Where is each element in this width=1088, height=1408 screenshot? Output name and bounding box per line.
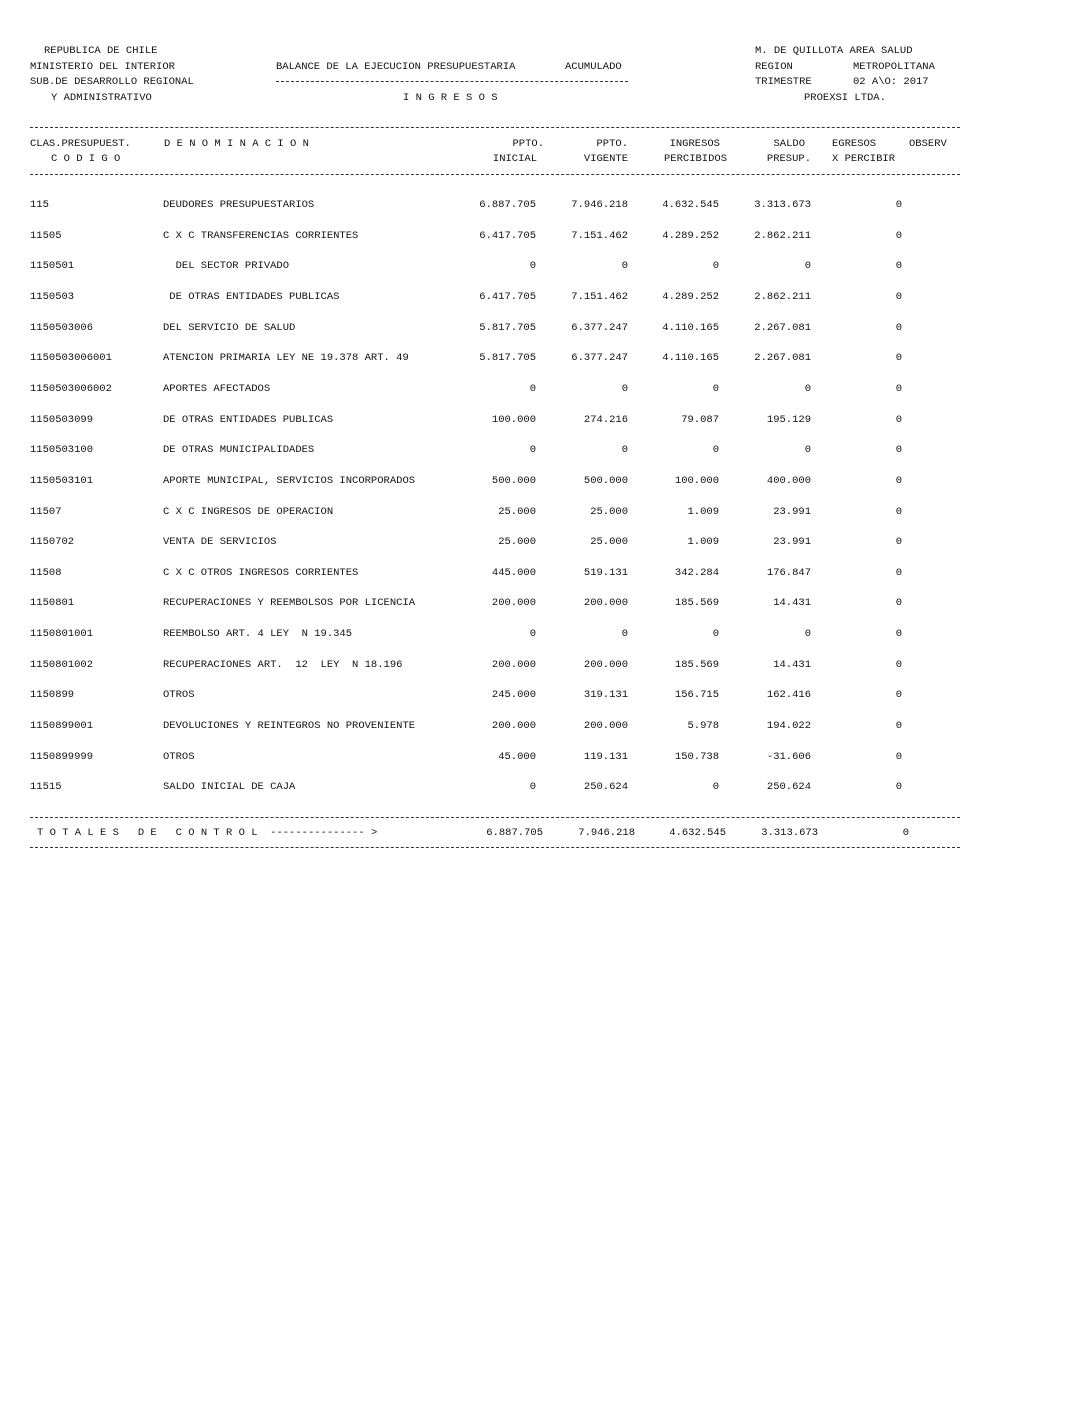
row-egresos-x-percibir: 0 bbox=[895, 628, 902, 641]
table-row bbox=[0, 199, 1088, 213]
col-denominacion-header: D E N O M I N A C I O N bbox=[164, 138, 309, 150]
row-saldo-presup: -31.606 bbox=[766, 750, 811, 763]
row-egresos-x-percibir: 0 bbox=[895, 474, 902, 487]
totals-top-rule bbox=[30, 817, 960, 818]
row-code: 1150503 bbox=[30, 290, 75, 303]
row-egresos-x-percibir: 0 bbox=[895, 413, 902, 426]
row-ingresos-percibidos: 4.632.545 bbox=[662, 199, 719, 211]
row-saldo-presup: 162.416 bbox=[766, 689, 811, 702]
row-code: 11505 bbox=[30, 229, 62, 242]
row-ppto-inicial: 25.000 bbox=[498, 536, 536, 549]
row-ppto-vigente: 200.000 bbox=[583, 720, 628, 733]
row-ingresos-percibidos: 5.978 bbox=[687, 720, 719, 733]
row-denominacion: DEVOLUCIONES Y REINTEGROS NO PROVENIENTE bbox=[163, 720, 416, 733]
row-saldo-presup: 3.313.673 bbox=[754, 199, 811, 211]
trimestre-label: TRIMESTRE bbox=[755, 76, 812, 88]
row-egresos-x-percibir: 0 bbox=[895, 781, 902, 794]
row-ingresos-percibidos: 4.110.165 bbox=[662, 352, 719, 365]
row-code: 1150503101 bbox=[30, 474, 94, 487]
row-denominacion: VENTA DE SERVICIOS bbox=[163, 536, 277, 549]
row-code: 1150899 bbox=[30, 689, 75, 702]
row-ppto-vigente: 7.151.462 bbox=[571, 290, 628, 303]
column-header-bottom-rule bbox=[30, 174, 960, 175]
row-ingresos-percibidos: 0 bbox=[712, 260, 719, 273]
row-saldo-presup: 0 bbox=[804, 628, 811, 641]
row-saldo-presup: 23.991 bbox=[773, 536, 811, 549]
row-code: 1150801 bbox=[30, 597, 75, 610]
region-label: REGION bbox=[755, 61, 793, 73]
row-egresos-x-percibir: 0 bbox=[895, 750, 902, 763]
row-ppto-inicial: 25.000 bbox=[498, 505, 536, 518]
row-ingresos-percibidos: 0 bbox=[712, 628, 719, 641]
row-ppto-inicial: 6.887.705 bbox=[479, 199, 536, 211]
table-row bbox=[0, 383, 1088, 397]
row-ppto-inicial: 200.000 bbox=[491, 597, 536, 610]
row-saldo-presup: 0 bbox=[804, 444, 811, 457]
table-row bbox=[0, 230, 1088, 244]
row-denominacion: APORTE MUNICIPAL, SERVICIOS INCORPORADOS bbox=[163, 474, 416, 487]
header-ministry-4: Y ADMINISTRATIVO bbox=[51, 92, 152, 104]
trimestre-value: 02 A\O: 2017 bbox=[853, 76, 929, 88]
row-ppto-inicial: 5.817.705 bbox=[479, 352, 536, 365]
row-ingresos-percibidos: 0 bbox=[712, 781, 719, 794]
row-ingresos-percibidos: 4.289.252 bbox=[662, 229, 719, 242]
table-row bbox=[0, 444, 1088, 458]
row-ingresos-percibidos: 4.289.252 bbox=[662, 290, 719, 303]
row-ingresos-percibidos: 4.110.165 bbox=[662, 321, 719, 334]
row-ppto-inicial: 0 bbox=[529, 628, 536, 641]
row-egresos-x-percibir: 0 bbox=[895, 321, 902, 334]
row-saldo-presup: 176.847 bbox=[766, 566, 811, 579]
row-egresos-x-percibir: 0 bbox=[895, 505, 902, 518]
table-row bbox=[0, 689, 1088, 703]
row-ppto-vigente: 200.000 bbox=[583, 658, 628, 671]
row-ingresos-percibidos: 79.087 bbox=[681, 413, 719, 426]
row-ppto-vigente: 250.624 bbox=[583, 781, 628, 794]
row-ppto-inicial: 500.000 bbox=[491, 474, 536, 487]
row-ppto-vigente: 7.151.462 bbox=[571, 229, 628, 242]
total-ppto-inicial: 6.887.705 bbox=[486, 827, 543, 839]
title-underline bbox=[276, 81, 628, 82]
col-code-header-1: CLAS.PRESUPUEST. bbox=[30, 138, 131, 150]
row-denominacion: REEMBOLSO ART. 4 LEY N 19.345 bbox=[163, 628, 353, 641]
table-row bbox=[0, 322, 1088, 336]
col-ppto-inicial-header-1: PPTO. bbox=[512, 138, 544, 150]
row-ingresos-percibidos: 156.715 bbox=[674, 689, 719, 702]
table-row bbox=[0, 506, 1088, 520]
col-observ-header: OBSERV bbox=[909, 138, 947, 150]
row-denominacion: C X C OTROS INGRESOS CORRIENTES bbox=[163, 566, 359, 579]
col-saldo-header-1: SALDO bbox=[773, 138, 805, 150]
row-ppto-inicial: 6.417.705 bbox=[479, 290, 536, 303]
row-ppto-vigente: 519.131 bbox=[583, 566, 628, 579]
row-ingresos-percibidos: 100.000 bbox=[674, 474, 719, 487]
row-code: 1150503099 bbox=[30, 413, 94, 426]
row-egresos-x-percibir: 0 bbox=[895, 260, 902, 273]
row-saldo-presup: 14.431 bbox=[773, 597, 811, 610]
table-row bbox=[0, 414, 1088, 428]
row-code: 1150702 bbox=[30, 536, 75, 549]
row-saldo-presup: 0 bbox=[804, 382, 811, 395]
row-egresos-x-percibir: 0 bbox=[895, 352, 902, 365]
row-code: 1150503006001 bbox=[30, 352, 112, 365]
row-egresos-x-percibir: 0 bbox=[895, 597, 902, 610]
row-denominacion: C X C INGRESOS DE OPERACION bbox=[163, 505, 334, 518]
row-ppto-inicial: 0 bbox=[529, 382, 536, 395]
row-ppto-inicial: 0 bbox=[529, 260, 536, 273]
row-code: 11508 bbox=[30, 566, 62, 579]
row-ppto-vigente: 0 bbox=[621, 260, 628, 273]
table-row bbox=[0, 260, 1088, 274]
row-saldo-presup: 2.267.081 bbox=[754, 321, 811, 334]
row-code: 1150899999 bbox=[30, 750, 94, 763]
col-ppto-inicial-header-2: INICIAL bbox=[492, 153, 537, 165]
row-denominacion: SALDO INICIAL DE CAJA bbox=[163, 781, 296, 794]
row-ppto-vigente: 6.377.247 bbox=[571, 352, 628, 365]
row-saldo-presup: 2.862.211 bbox=[754, 290, 811, 303]
row-saldo-presup: 400.000 bbox=[766, 474, 811, 487]
row-ppto-inicial: 445.000 bbox=[491, 566, 536, 579]
row-ppto-vigente: 0 bbox=[621, 382, 628, 395]
row-egresos-x-percibir: 0 bbox=[895, 536, 902, 549]
row-denominacion: RECUPERACIONES Y REEMBOLSOS POR LICENCIA bbox=[163, 597, 416, 610]
row-ingresos-percibidos: 0 bbox=[712, 382, 719, 395]
row-ingresos-percibidos: 150.738 bbox=[674, 750, 719, 763]
row-ppto-vigente: 200.000 bbox=[583, 597, 628, 610]
row-egresos-x-percibir: 0 bbox=[895, 382, 902, 395]
col-egresos-header-2: X PERCIBIR bbox=[832, 153, 896, 165]
row-code: 1150899001 bbox=[30, 720, 94, 733]
col-ingresos-header-2: PERCIBIDOS bbox=[663, 153, 727, 165]
row-saldo-presup: 250.624 bbox=[766, 781, 811, 794]
row-ppto-inicial: 5.817.705 bbox=[479, 321, 536, 334]
row-ppto-inicial: 200.000 bbox=[491, 658, 536, 671]
row-code: 11515 bbox=[30, 781, 62, 794]
table-row bbox=[0, 659, 1088, 673]
header-ministry-1: REPUBLICA DE CHILE bbox=[44, 45, 158, 57]
total-egresos-x-percibir: 0 bbox=[902, 827, 909, 839]
row-denominacion: APORTES AFECTADOS bbox=[163, 382, 271, 395]
table-row bbox=[0, 352, 1088, 366]
header-ministry-3: SUB.DE DESARROLLO REGIONAL bbox=[30, 76, 194, 88]
row-code: 11507 bbox=[30, 505, 62, 518]
row-saldo-presup: 194.022 bbox=[766, 720, 811, 733]
total-saldo-presup: 3.313.673 bbox=[761, 827, 818, 839]
total-ppto-vigente: 7.946.218 bbox=[578, 827, 635, 839]
row-egresos-x-percibir: 0 bbox=[895, 444, 902, 457]
row-ppto-vigente: 0 bbox=[621, 628, 628, 641]
col-ppto-vigente-header-1: PPTO. bbox=[596, 138, 628, 150]
row-saldo-presup: 14.431 bbox=[773, 658, 811, 671]
row-ppto-inicial: 0 bbox=[529, 781, 536, 794]
table-row bbox=[0, 781, 1088, 795]
table-row bbox=[0, 291, 1088, 305]
row-egresos-x-percibir: 0 bbox=[895, 229, 902, 242]
table-row bbox=[0, 720, 1088, 734]
row-denominacion: C X C TRANSFERENCIAS CORRIENTES bbox=[163, 229, 359, 242]
row-ppto-vigente: 7.946.218 bbox=[571, 199, 628, 211]
row-ppto-vigente: 500.000 bbox=[583, 474, 628, 487]
row-egresos-x-percibir: 0 bbox=[895, 720, 902, 733]
row-code: 1150501 bbox=[30, 260, 75, 273]
row-saldo-presup: 2.267.081 bbox=[754, 352, 811, 365]
table-row bbox=[0, 536, 1088, 550]
row-ingresos-percibidos: 1.009 bbox=[687, 536, 719, 549]
row-ppto-vigente: 25.000 bbox=[590, 536, 628, 549]
table-row bbox=[0, 475, 1088, 489]
row-egresos-x-percibir: 0 bbox=[895, 290, 902, 303]
table-row bbox=[0, 597, 1088, 611]
row-ingresos-percibidos: 0 bbox=[712, 444, 719, 457]
row-denominacion: RECUPERACIONES ART. 12 LEY N 18.196 bbox=[163, 658, 403, 671]
row-ppto-vigente: 319.131 bbox=[583, 689, 628, 702]
report-title: BALANCE DE LA EJECUCION PRESUPUESTARIA bbox=[276, 61, 516, 73]
column-header-top-rule bbox=[30, 127, 960, 128]
row-denominacion: DE OTRAS MUNICIPALIDADES bbox=[163, 444, 315, 457]
table-row bbox=[0, 751, 1088, 765]
row-ppto-vigente: 119.131 bbox=[583, 750, 628, 763]
entity-name: M. DE QUILLOTA AREA SALUD bbox=[755, 45, 913, 57]
row-denominacion: DEUDORES PRESUPUESTARIOS bbox=[163, 199, 315, 211]
row-ppto-inicial: 6.417.705 bbox=[479, 229, 536, 242]
region-value: METROPOLITANA bbox=[853, 61, 935, 73]
col-saldo-header-2: PRESUP. bbox=[766, 153, 811, 165]
row-code: 1150503100 bbox=[30, 444, 94, 457]
row-ppto-vigente: 0 bbox=[621, 444, 628, 457]
row-ingresos-percibidos: 185.569 bbox=[674, 658, 719, 671]
row-ppto-inicial: 0 bbox=[529, 444, 536, 457]
row-code: 1150503006002 bbox=[30, 382, 112, 395]
row-ppto-inicial: 100.000 bbox=[491, 413, 536, 426]
totals-label: T O T A L E S D E C O N T R O L --------------- > bbox=[37, 827, 378, 839]
row-ppto-inicial: 45.000 bbox=[498, 750, 536, 763]
row-ingresos-percibidos: 1.009 bbox=[687, 505, 719, 518]
row-ppto-inicial: 245.000 bbox=[491, 689, 536, 702]
row-code: 1150801001 bbox=[30, 628, 94, 641]
row-code: 115 bbox=[30, 199, 49, 211]
vendor-name: PROEXSI LTDA. bbox=[804, 92, 886, 104]
col-code-header-2: C O D I G O bbox=[51, 153, 121, 165]
row-denominacion: DE OTRAS ENTIDADES PUBLICAS bbox=[163, 290, 340, 303]
table-row bbox=[0, 628, 1088, 642]
totals-bottom-rule bbox=[30, 847, 960, 848]
row-code: 1150503006 bbox=[30, 321, 94, 334]
col-ingresos-header-1: INGRESOS bbox=[669, 138, 720, 150]
row-ingresos-percibidos: 185.569 bbox=[674, 597, 719, 610]
row-denominacion: DE OTRAS ENTIDADES PUBLICAS bbox=[163, 413, 334, 426]
row-saldo-presup: 2.862.211 bbox=[754, 229, 811, 242]
row-egresos-x-percibir: 0 bbox=[895, 689, 902, 702]
row-egresos-x-percibir: 0 bbox=[895, 566, 902, 579]
report-mode: ACUMULADO bbox=[565, 61, 622, 73]
header-ministry-2: MINISTERIO DEL INTERIOR bbox=[30, 61, 175, 73]
row-ppto-vigente: 6.377.247 bbox=[571, 321, 628, 334]
row-ingresos-percibidos: 342.284 bbox=[674, 566, 719, 579]
row-egresos-x-percibir: 0 bbox=[895, 658, 902, 671]
row-denominacion: DEL SECTOR PRIVADO bbox=[163, 260, 290, 273]
row-saldo-presup: 195.129 bbox=[766, 413, 811, 426]
table-row bbox=[0, 567, 1088, 581]
total-ingresos-percibidos: 4.632.545 bbox=[669, 827, 726, 839]
row-egresos-x-percibir: 0 bbox=[895, 199, 902, 211]
row-code: 1150801002 bbox=[30, 658, 94, 671]
row-saldo-presup: 23.991 bbox=[773, 505, 811, 518]
row-ppto-inicial: 200.000 bbox=[491, 720, 536, 733]
col-ppto-vigente-header-2: VIGENTE bbox=[583, 153, 628, 165]
row-ppto-vigente: 25.000 bbox=[590, 505, 628, 518]
row-saldo-presup: 0 bbox=[804, 260, 811, 273]
row-denominacion: OTROS bbox=[163, 750, 195, 763]
row-ppto-vigente: 274.216 bbox=[583, 413, 628, 426]
row-denominacion: DEL SERVICIO DE SALUD bbox=[163, 321, 296, 334]
report-subtitle: I N G R E S O S bbox=[403, 92, 498, 104]
col-egresos-header-1: EGRESOS bbox=[832, 138, 877, 150]
row-denominacion: ATENCION PRIMARIA LEY NE 19.378 ART. 49 bbox=[163, 352, 409, 365]
row-denominacion: OTROS bbox=[163, 689, 195, 702]
